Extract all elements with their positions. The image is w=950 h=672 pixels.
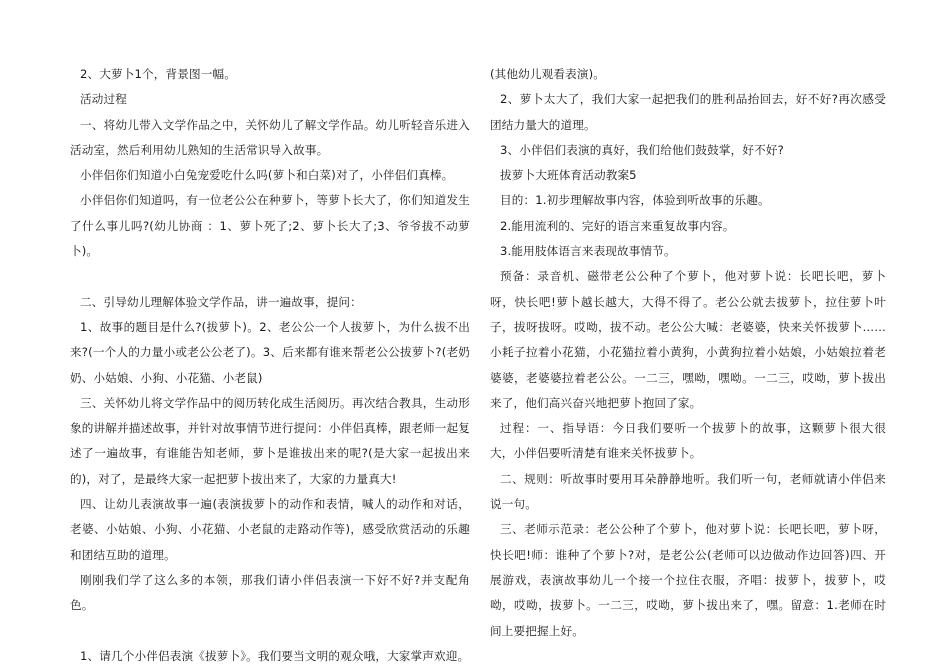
paragraph: 活动过程	[80, 92, 127, 107]
paragraph: 拔萝卜大班体育活动教案5	[500, 168, 637, 183]
paragraph: 小伴侣你们知道吗，有一位老公公在种萝卜，等萝卜长大了，你们知道发生了什么事儿吗?(幼儿协商 ：1、萝卜死了;2、萝卜长大了;3、爷爷拔不动萝卜)。	[70, 193, 470, 259]
paragraph: 一、将幼儿带入文学作品之中，关怀幼儿了解文学作品。幼儿听轻音乐进入活动室，然后利用幼儿熟知的生活常识导入故事。	[70, 117, 470, 157]
paragraph: 2、大萝卜1个，背景图一幅。	[80, 67, 236, 81]
blank-line	[70, 264, 470, 289]
paragraph: 二、规则：听故事时要用耳朵静静地听。我们听一句，老师就请小伴侣来说一句。	[490, 471, 886, 512]
right-column	[490, 62, 886, 644]
paragraph: 目的：1.初步理解故事内容，体验到听故事的乐趣。	[500, 193, 770, 208]
paragraph: (其他幼儿观看表演)。	[490, 67, 606, 81]
paragraph: 三、老师示范录：老公公种了个萝卜，他对萝卜说：长吧长吧，萝卜呀，快长吧!师：谁种了个萝卜?对，是老公公(老师可以边做动作边回答)四、开展游戏，表演故事幼儿一个接一个拉住衣服，齐唱：拔萝卜，拔萝卜，哎呦，哎呦，拔萝卜。一二三，哎呦，萝卜拔出来了，嘿。留意：1.老师在时间上要把握上好。	[490, 522, 886, 638]
paragraph: 3、小伴侣们表演的真好，我们给他们鼓鼓掌，好不好?	[500, 142, 784, 157]
paragraph: 刚刚我们学了这么多的本领，那我们请小伴侣表演一下好不好?并支配角色。	[70, 572, 470, 613]
paragraph: 二、引导幼儿理解体验文学作品，讲一遍故事，提问：	[80, 294, 362, 309]
paragraph: 四、让幼儿表演故事一遍(表演拔萝卜的动作和表情，喊人的动作和对话，老婆、小姑娘、小狗、小花猫、小老鼠的走路动作等)，感受欣赏活动的乐趣和团结互助的道理。	[70, 497, 470, 562]
paragraph: 2.能用流利的、完好的语言来重复故事内容。	[500, 218, 735, 233]
blank-line	[70, 619, 470, 644]
paragraph: 3.能用肢体语言来表现故事情节。	[500, 244, 676, 259]
paragraph: 预备：录音机、磁带老公公种了个萝卜，他对萝卜说：长吧长吧，萝卜呀，快长吧!萝卜越长越大，大得不得了。老公公就去拔萝卜，拉住萝卜叶子，拔呀拔呀。哎呦，拔不动。老公公大喊：老婆婆，快来关怀拔萝卜……小耗子拉着小花猫，小花猫拉着小黄狗，小黄狗拉着小姑娘，小姑娘拉着老婆婆，老婆婆拉着老公公。一二三，嘿呦，嘿呦。一二三，哎呦，萝卜拔出来了，他们高兴奋兴地把萝卜抱回了家。	[490, 269, 886, 410]
left-column	[70, 62, 470, 669]
paragraph: 过程：一、指导语：今日我们要听一个拔萝卜的故事，这颗萝卜很大很大，小伴侣要听清楚有谁来关怀拔萝卜。	[490, 421, 886, 461]
paragraph: 小伴侣你们知道小白兔宠爱吃什么吗(萝卜和白菜)对了，小伴侣们真棒。	[80, 168, 454, 183]
paragraph: 1、请几个小伴侣表演《拔萝卜》。我们要当文明的观众哦，大家掌声欢迎。	[80, 648, 470, 663]
paragraph: 三、关怀幼儿将文学作品中的阅历转化成生活阅历。再次结合教具，生动形象的讲解并描述故事，并针对故事情节进行提问：小伴侣真棒，跟老师一起复述了一遍故事，有谁能告知老师，萝卜是谁拔出来的呢?(是大家一起拔出来的)，对了，是最终大家一起把萝卜拔出来了，大家的力量真大!	[70, 395, 470, 486]
paragraph: 2、萝卜太大了，我们大家一起把我们的胜利品抬回去，好不好?再次感受团结力量大的道理。	[490, 92, 886, 132]
paragraph: 1、故事的题目是什么?(拔萝卜)。2、老公公一个人拔萝卜，为什么拔不出来?(一个人的力量小或老公公老了)。3、后来都有谁来帮老公公拔萝卜?(老奶奶、小姑娘、小狗、小花猫、小老鼠)	[70, 319, 470, 385]
